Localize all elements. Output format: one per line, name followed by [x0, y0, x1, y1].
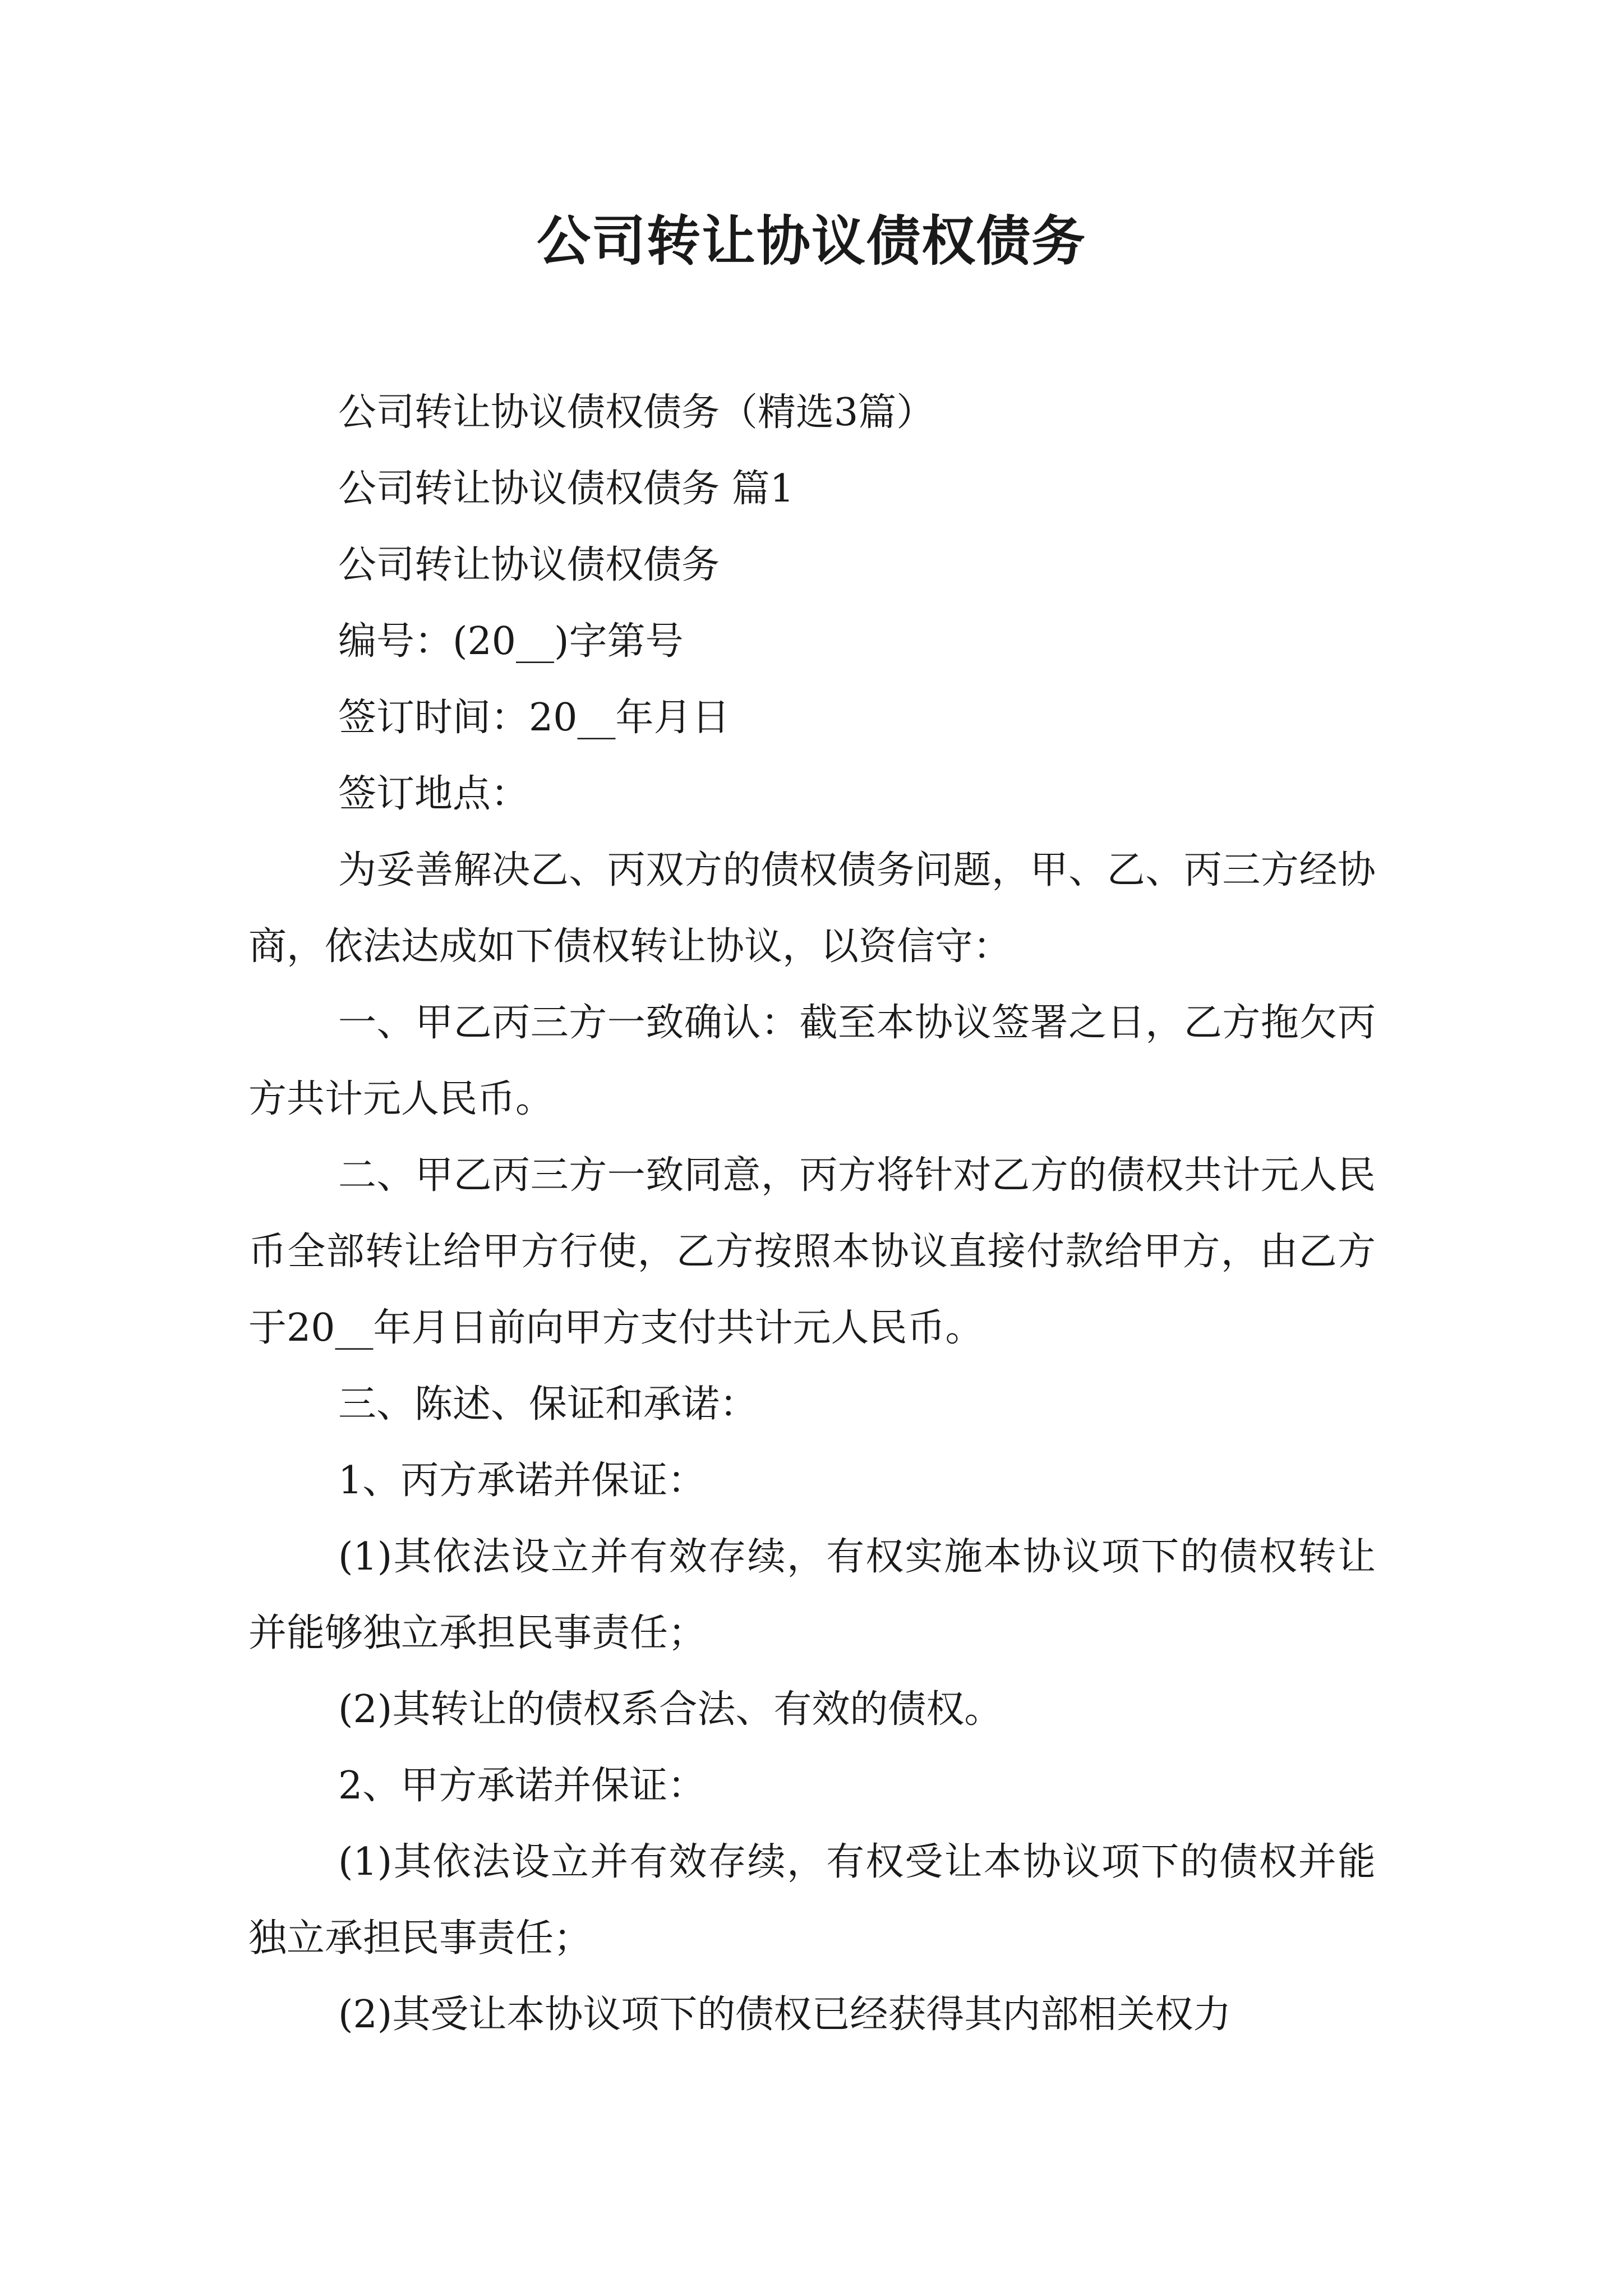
paragraph-item-2-1: (1)其依法设立并有效存续，有权受让本协议项下的债权并能独立承担民事责任；	[248, 1840, 1376, 1961]
paragraph-agreement-name: 公司转让协议债权债务	[338, 543, 720, 587]
paragraph-preamble: 为妥善解决乙、丙双方的债权债务问题，甲、乙、丙三方经协商，依法达成如下债权转让协议，以资信守：	[248, 848, 1376, 969]
document-title: 公司转让协议债权债务	[537, 210, 1086, 273]
paragraph-clause-2: 二、甲乙丙三方一致同意，丙方将针对乙方的债权共计元人民币全部转让给甲方行使，乙方按照本协议直接付款给甲方，由乙方于20__年月日前向甲方支付共计元人民币。	[248, 1153, 1376, 1350]
paragraph-signing-place: 签订地点：	[338, 772, 529, 816]
paragraph-item-1-1: (1)其依法设立并有效存续，有权实施本协议项下的债权转让并能够独立承担民事责任；	[248, 1535, 1376, 1655]
paragraph-item-2-2: (2)其受让本协议项下的债权已经获得其内部相关权力	[338, 1993, 1232, 2037]
paragraph-item-1: 1、丙方承诺并保证：	[338, 1458, 706, 1503]
paragraph-section-heading: 公司转让协议债权债务 篇1	[338, 467, 794, 511]
paragraph-item-2: 2、甲方承诺并保证：	[338, 1764, 706, 1808]
paragraph-subtitle: 公司转让协议债权债务（精选3篇）	[338, 390, 935, 435]
paragraph-clause-3: 三、陈述、保证和承诺：	[338, 1382, 758, 1427]
paragraph-item-1-2: (2)其转让的债权系合法、有效的债权。	[338, 1687, 1003, 1732]
paragraph-number: 编号：(20__)字第号	[338, 619, 684, 664]
document-body	[248, 375, 1376, 2053]
paragraph-signing-time: 签订时间：20__年月日	[338, 696, 730, 740]
paragraph-clause-1: 一、甲乙丙三方一致确认：截至本协议签署之日，乙方拖欠丙方共计元人民币。	[248, 1001, 1376, 1121]
